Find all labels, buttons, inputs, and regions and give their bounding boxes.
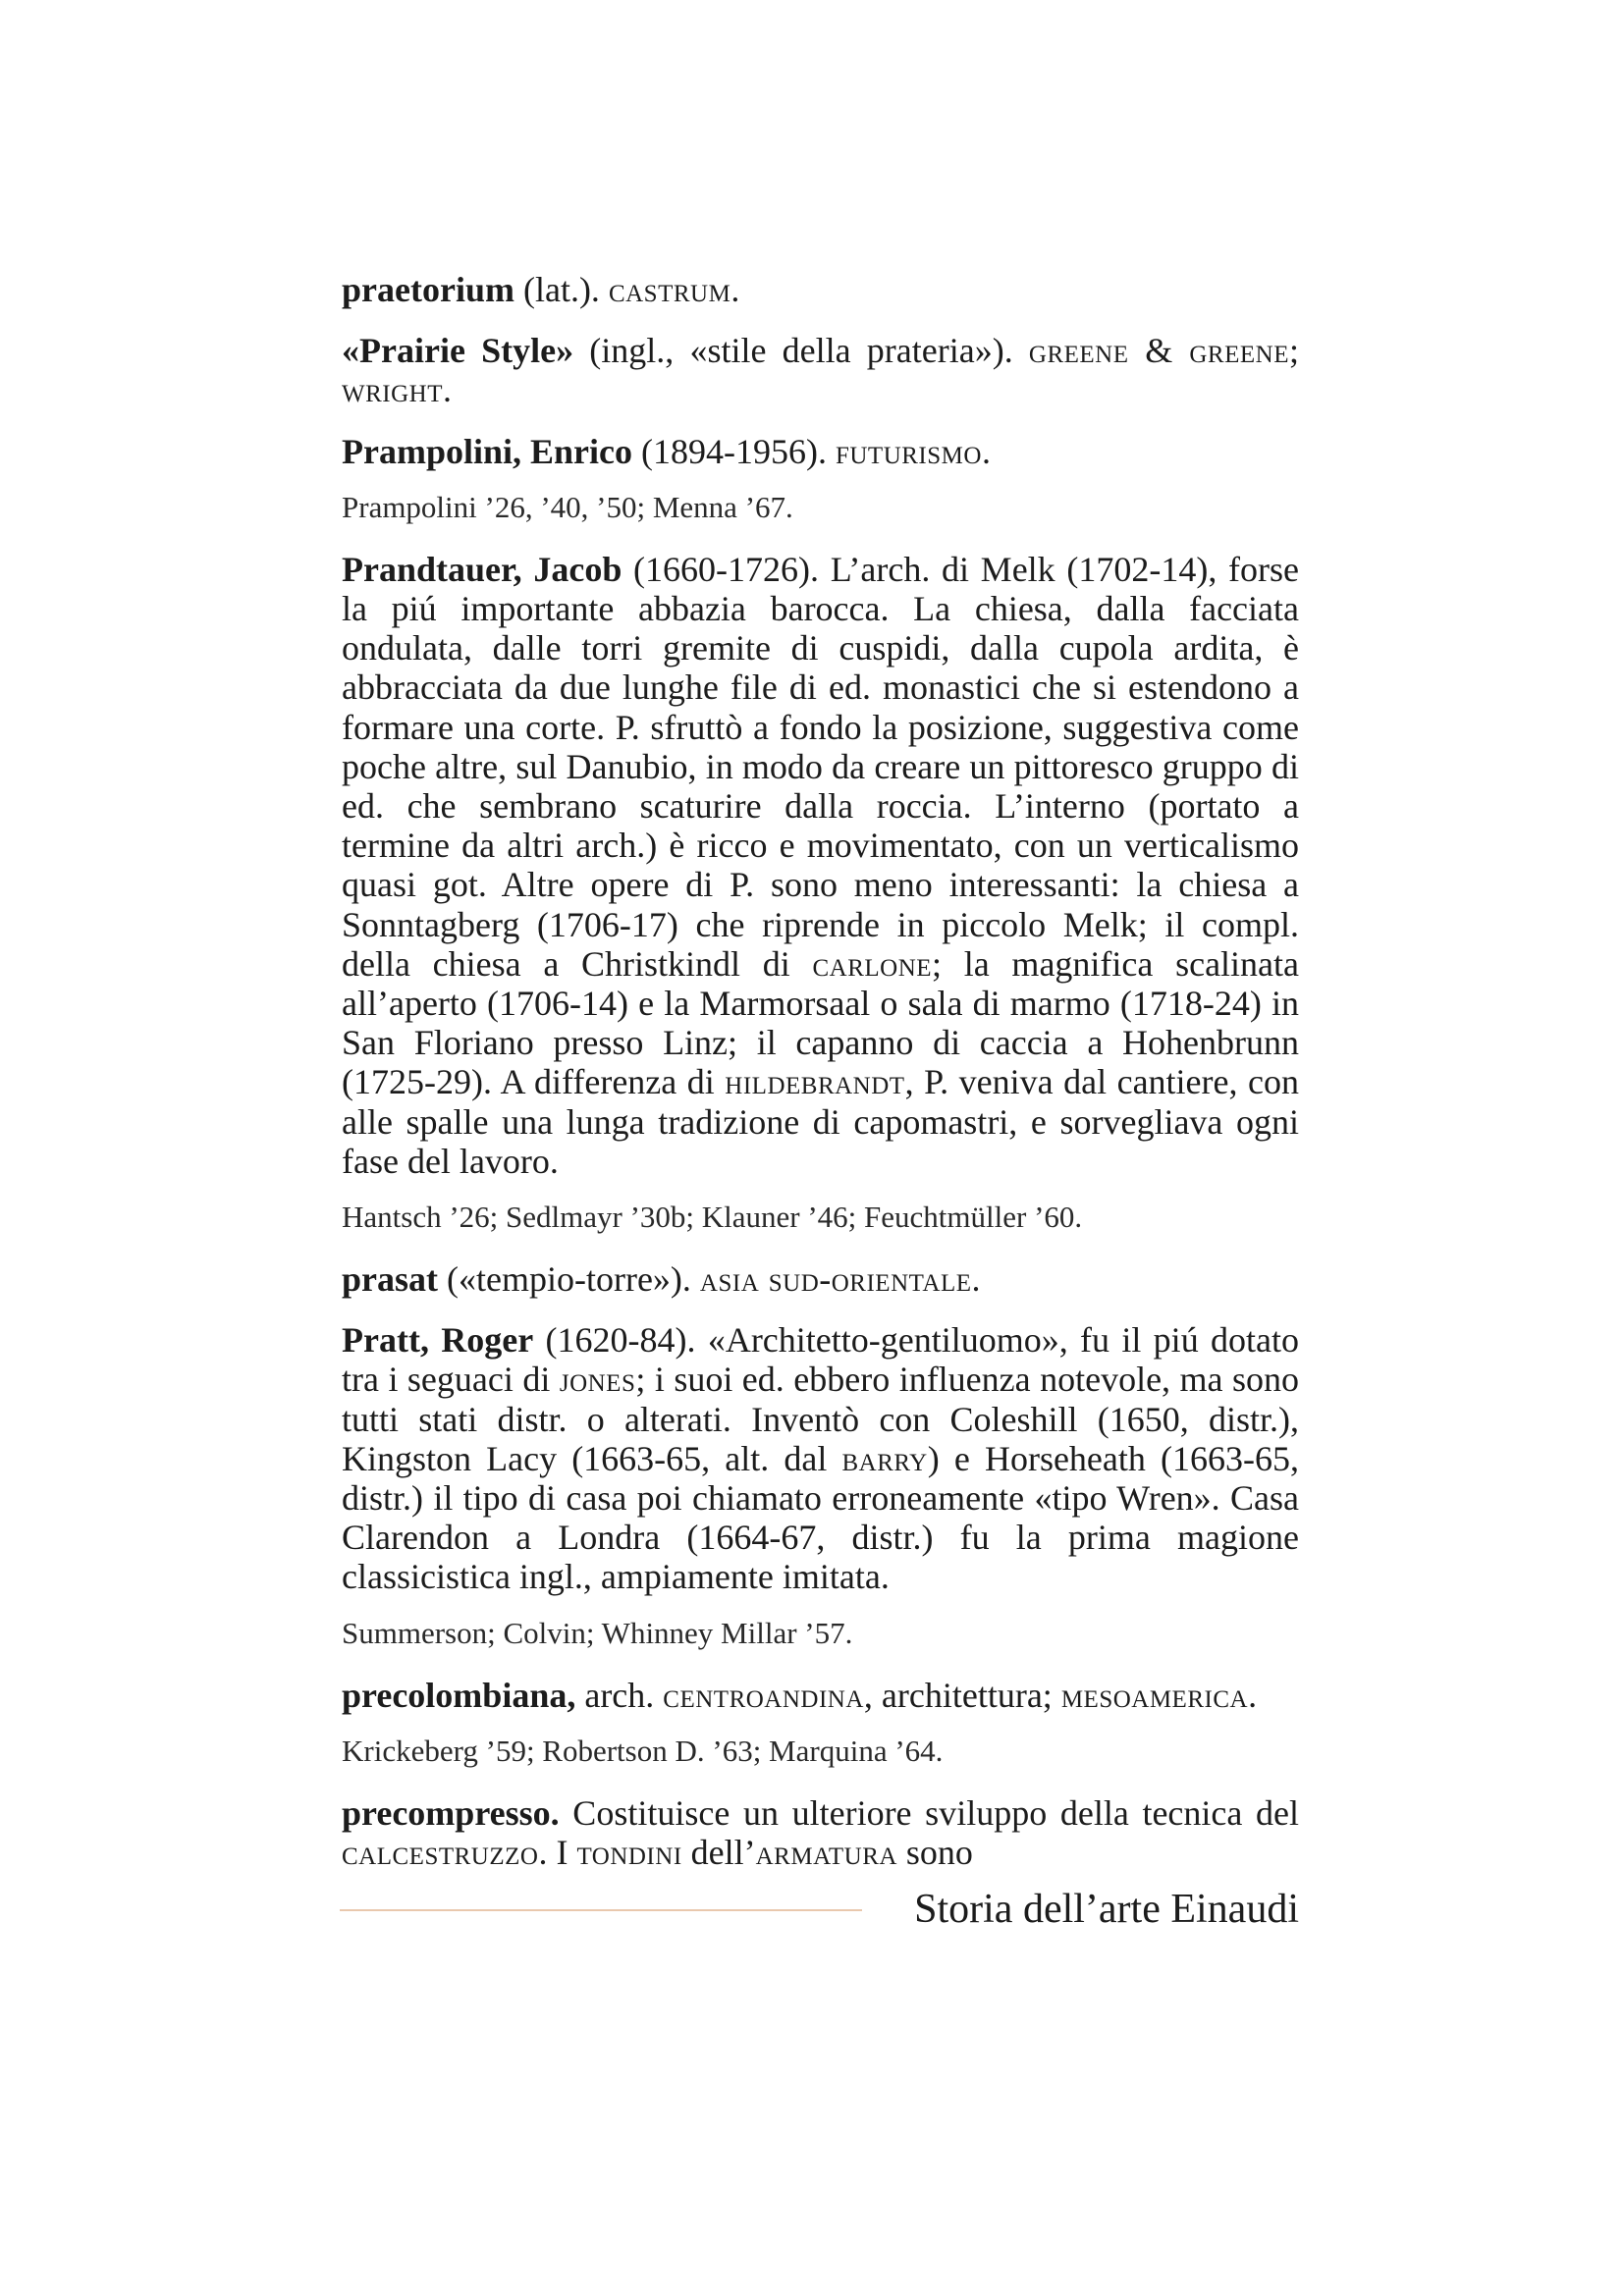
dictionary-column bbox=[342, 270, 1299, 1894]
entry-precompresso: precompresso. Costituisce un ulteriore sviluppo della tecnica del calcestruzzo. I tondini dell’armatura sono bbox=[342, 1792, 1299, 1873]
cross-reference: mesoamerica bbox=[1060, 1675, 1249, 1715]
cross-reference: greene & greene bbox=[1028, 331, 1289, 371]
cross-reference: tondini bbox=[576, 1833, 682, 1873]
cross-reference: hildebrandt bbox=[725, 1062, 905, 1102]
entry-pratt: Pratt, Roger (1620-84). «Architetto-gentiluomo», fu il piú dotato tra i seguaci di jones; i suoi ed. ebbero influenza notevole, ma sono tutti stati distr. o alterati. Inventò con Coleshill (1650, distr.), Kingston Lacy (1663-65, alt. dal barry) e Horseheath (1663-65, distr.) il tipo di casa poi chiamato erroneamente «tipo Wren». Casa Clarendon a Londra (1664-67, distr.) fu la prima magione classicistica ingl., ampiamente imitata. bbox=[342, 1320, 1300, 1597]
entry-prampolini: Prampolini, Enrico (1894-1956). futurismo. bbox=[342, 431, 991, 471]
cross-reference: castrum bbox=[608, 270, 731, 309]
bibliography-prampolini: Prampolini ’26, ’40, ’50; Menna ’67. bbox=[342, 489, 793, 524]
cross-reference: centroandina bbox=[663, 1675, 864, 1715]
entry-headword: «Prairie Style» bbox=[342, 331, 574, 371]
entry-prasat: prasat («tempio-torre»). asia sud-orientale. bbox=[342, 1259, 981, 1300]
footer-publisher-title: Storia dell’arte Einaudi bbox=[914, 1887, 1299, 1932]
entry-prandtauer: Prandtauer, Jacob (1660-1726). L’arch. di Melk (1702-14), forse la piú importante abbazia barocca. La chiesa, dalla facciata ondulata, dalle torri gremite di cuspidi, dalla cupola ardita, è abbracciata da due lunghe file di ed. monastici che si estendono a formare una corte. P. sfruttò a fondo la posizione, suggestiva come poche altre, sul Danubio, in modo da creare un pittoresco gruppo di ed. che sembrano scaturire dalla roccia. L’interno (portato a termine da altri arch.) è ricco e movimentato, con un verticalismo quasi got. Altre opere di P. sono meno interessanti: la chiesa a Sonntagberg (1706-17) che riprende in piccolo Melk; il compl. della chiesa a Christkindl di carlone; la magnifica scalinata all’aperto (1706-14) e la Marmorsaal o sala di marmo (1718-24) in San Floriano presso Linz; il capanno di caccia a Hohenbrunn (1725-29). A differenza di hildebrandt, P. veniva dal cantiere, con alle spalle una lunga tradizione di capomastri, e sorvegliava ogni fase del lavoro. bbox=[342, 549, 1300, 1181]
cross-reference: futurismo bbox=[835, 431, 982, 471]
cross-reference: barry bbox=[841, 1438, 928, 1478]
entry-headword: Pratt, Roger bbox=[342, 1320, 534, 1361]
cross-reference: wright bbox=[342, 370, 443, 410]
bibliography-prandtauer: Hantsch ’26; Sedlmayr ’30b; Klauner ’46; Feuchtmüller ’60. bbox=[342, 1200, 1083, 1235]
entry-headword: prasat bbox=[342, 1259, 438, 1300]
footer-rule bbox=[340, 1909, 862, 1911]
entry-headword: praetorium bbox=[342, 270, 514, 309]
cross-reference: carlone bbox=[812, 943, 933, 984]
entry-headword: precolombiana, bbox=[342, 1675, 576, 1715]
cross-reference: armatura bbox=[755, 1833, 897, 1873]
entry-headword: precompresso. bbox=[342, 1792, 560, 1833]
entry-praetorium: praetorium (lat.). castrum. bbox=[342, 270, 740, 309]
bibliography-pratt: Summerson; Colvin; Whinney Millar ’57. bbox=[342, 1615, 853, 1650]
entry-headword: Prandtauer, Jacob bbox=[342, 549, 622, 589]
bibliography-precolombiana: Krickeberg ’59; Robertson D. ’63; Marquina ’64. bbox=[342, 1733, 944, 1768]
entry-headword: Prampolini, Enrico bbox=[342, 431, 632, 471]
cross-reference: asia sud-orientale bbox=[699, 1259, 972, 1300]
entry-prairie-style: «Prairie Style» (ingl., «stile della prateria»). greene & greene; wright. bbox=[342, 331, 1299, 410]
entry-precolombiana: precolombiana, arch. centroandina, architettura; mesoamerica. bbox=[342, 1675, 1258, 1715]
cross-reference: jones bbox=[559, 1360, 636, 1400]
cross-reference: calcestruzzo bbox=[342, 1833, 539, 1873]
